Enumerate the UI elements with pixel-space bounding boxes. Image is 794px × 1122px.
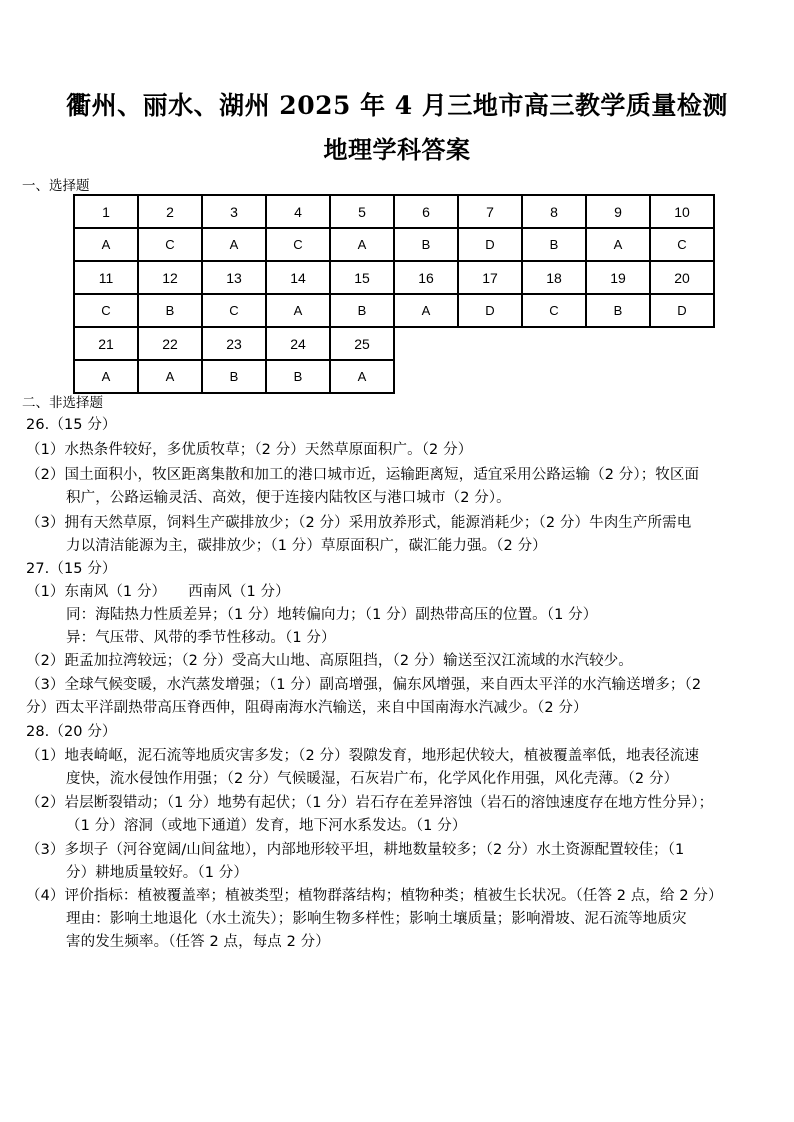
question-number-cell: 13	[202, 261, 266, 294]
document-subtitle: 地理学科答案	[323, 135, 471, 164]
answer-cell: D	[458, 228, 522, 261]
answer-table	[73, 194, 715, 394]
question-number-cell: 4	[266, 195, 330, 228]
answer-line: （2）国土面积小，牧区距离集散和加工的港口城市近，运输距离短，适宜采用公路运输（2 分）；牧区面	[26, 467, 700, 483]
empty-cell	[394, 327, 458, 360]
answer-line: 异：气压带、风带的季节性移动。（1 分）	[66, 630, 336, 646]
answer-cell: A	[74, 228, 138, 261]
question-number-cell: 2	[138, 195, 202, 228]
question-number-row	[74, 195, 714, 228]
answer-cell: A	[330, 228, 394, 261]
answer-line: （3）拥有天然草原，饲料生产碳排放少；（2 分）采用放养形式，能源消耗少；（2 分）牛肉生产所需电	[26, 515, 692, 531]
answer-line: 积广，公路运输灵活、高效，便于连接内陆牧区与港口城市（2 分）。	[66, 490, 511, 506]
question-number-cell: 5	[330, 195, 394, 228]
question-number-cell: 10	[650, 195, 714, 228]
answer-cell: D	[458, 294, 522, 327]
question-number-cell: 17	[458, 261, 522, 294]
question-number-cell: 1	[74, 195, 138, 228]
answer-line: 分）西太平洋副热带高压脊西伸，阻碍南海水汽输送，来自中国南海水汽减少。（2 分）	[26, 700, 588, 716]
question-number-cell: 9	[586, 195, 650, 228]
empty-cell	[522, 360, 586, 393]
empty-cell	[458, 360, 522, 393]
answer-cell: B	[138, 294, 202, 327]
answer-line: 害的发生频率。（任答 2 点，每点 2 分）	[66, 934, 330, 950]
answer-cell: A	[74, 360, 138, 393]
empty-cell	[394, 360, 458, 393]
answer-cell: B	[202, 360, 266, 393]
empty-cell	[522, 327, 586, 360]
question-number-cell: 6	[394, 195, 458, 228]
answer-cell: B	[522, 228, 586, 261]
answer-line: （4）评价指标：植被覆盖率；植被类型；植物群落结构；植物种类；植被生长状况。（任答 2 点，给 2 分）	[26, 888, 723, 904]
answer-row	[74, 228, 714, 261]
answer-cell: A	[586, 228, 650, 261]
section-heading-nonchoice: 二、非选择题	[22, 395, 103, 411]
answer-line: 同：海陆热力性质差异；（1 分）地转偏向力；（1 分）副热带高压的位置。（1 分）	[66, 607, 598, 623]
empty-cell	[458, 327, 522, 360]
answer-line: （2）距孟加拉湾较远；（2 分）受高大山地、高原阻挡，（2 分）输送至汉江流域的水汽较少。	[26, 653, 633, 669]
answer-cell: C	[522, 294, 586, 327]
question-number-cell: 14	[266, 261, 330, 294]
answer-line: 分）耕地质量较好。（1 分）	[66, 865, 248, 881]
question-number-cell: 15	[330, 261, 394, 294]
question-number-cell: 23	[202, 327, 266, 360]
answer-cell: A	[330, 360, 394, 393]
answer-line: 理由：影响土地退化（水土流失）；影响生物多样性；影响土壤质量；影响滑坡、泥石流等地质灾	[66, 911, 687, 927]
empty-cell	[586, 360, 650, 393]
answer-line: （1）东南风（1 分） 西南风（1 分）	[26, 584, 290, 600]
question-number-cell: 8	[522, 195, 586, 228]
question-number-cell: 11	[74, 261, 138, 294]
answer-line: 力以清洁能源为主，碳排放少；（1 分）草原面积广，碳汇能力强。（2 分）	[66, 538, 547, 554]
answer-row	[74, 360, 714, 393]
question-number-cell: 22	[138, 327, 202, 360]
answer-cell: B	[394, 228, 458, 261]
answer-cell: A	[202, 228, 266, 261]
answer-line: （1）地表崎岖，泥石流等地质灾害多发；（2 分）裂隙发育，地形起伏较大，植被覆盖率低，地表径流速	[26, 748, 700, 764]
answer-line: （1）水热条件较好，多优质牧草；（2 分）天然草原面积广。（2 分）	[26, 442, 473, 458]
answer-cell: A	[266, 294, 330, 327]
answer-line: （3）多坝子（河谷宽阔/山间盆地），内部地形较平坦，耕地数量较多；（2 分）水土资源配置较佳；（1	[26, 842, 685, 858]
answer-cell: C	[138, 228, 202, 261]
question-number-cell: 24	[266, 327, 330, 360]
empty-cell	[650, 360, 714, 393]
answer-cell: C	[650, 228, 714, 261]
answer-row	[74, 294, 714, 327]
answer-line: （1 分）溶洞（或地下通道）发育，地下河水系发达。（1 分）	[66, 818, 467, 834]
section-heading-choice: 一、选择题	[22, 178, 90, 194]
question-number-cell: 16	[394, 261, 458, 294]
answer-cell: A	[394, 294, 458, 327]
answer-cell: B	[330, 294, 394, 327]
empty-cell	[650, 327, 714, 360]
answer-line: 度快，流水侵蚀作用强；（2 分）气候暖湿，石灰岩广布，化学风化作用强，风化壳薄。（2 分）	[66, 771, 679, 787]
question-number-cell: 3	[202, 195, 266, 228]
question-number-cell: 7	[458, 195, 522, 228]
question-number-cell: 18	[522, 261, 586, 294]
question-number-row	[74, 261, 714, 294]
answer-line: （3）全球气候变暖，水汽蒸发增强；（1 分）副高增强，偏东风增强，来自西太平洋的水汽输送增多；（2	[26, 677, 702, 693]
answer-cell: B	[266, 360, 330, 393]
question-number-cell: 12	[138, 261, 202, 294]
document-title: 衢州、丽水、湖州 2025 年 4 月三地市高三教学质量检测	[66, 91, 728, 120]
question-number-row	[74, 327, 714, 360]
question-number-cell: 25	[330, 327, 394, 360]
answer-cell: A	[138, 360, 202, 393]
question-number-cell: 19	[586, 261, 650, 294]
answer-cell: C	[266, 228, 330, 261]
question-number-cell: 21	[74, 327, 138, 360]
q28-header: 28.（20 分）	[26, 724, 117, 740]
q26-header: 26.（15 分）	[26, 417, 117, 433]
q27-header: 27.（15 分）	[26, 561, 117, 577]
empty-cell	[586, 327, 650, 360]
answer-cell: C	[74, 294, 138, 327]
answer-cell: C	[202, 294, 266, 327]
question-number-cell: 20	[650, 261, 714, 294]
answer-cell: B	[586, 294, 650, 327]
answer-cell: D	[650, 294, 714, 327]
answer-line: （2）岩层断裂错动；（1 分）地势有起伏；（1 分）岩石存在差异溶蚀（岩石的溶蚀速度存在地方性分异）；	[26, 795, 714, 811]
